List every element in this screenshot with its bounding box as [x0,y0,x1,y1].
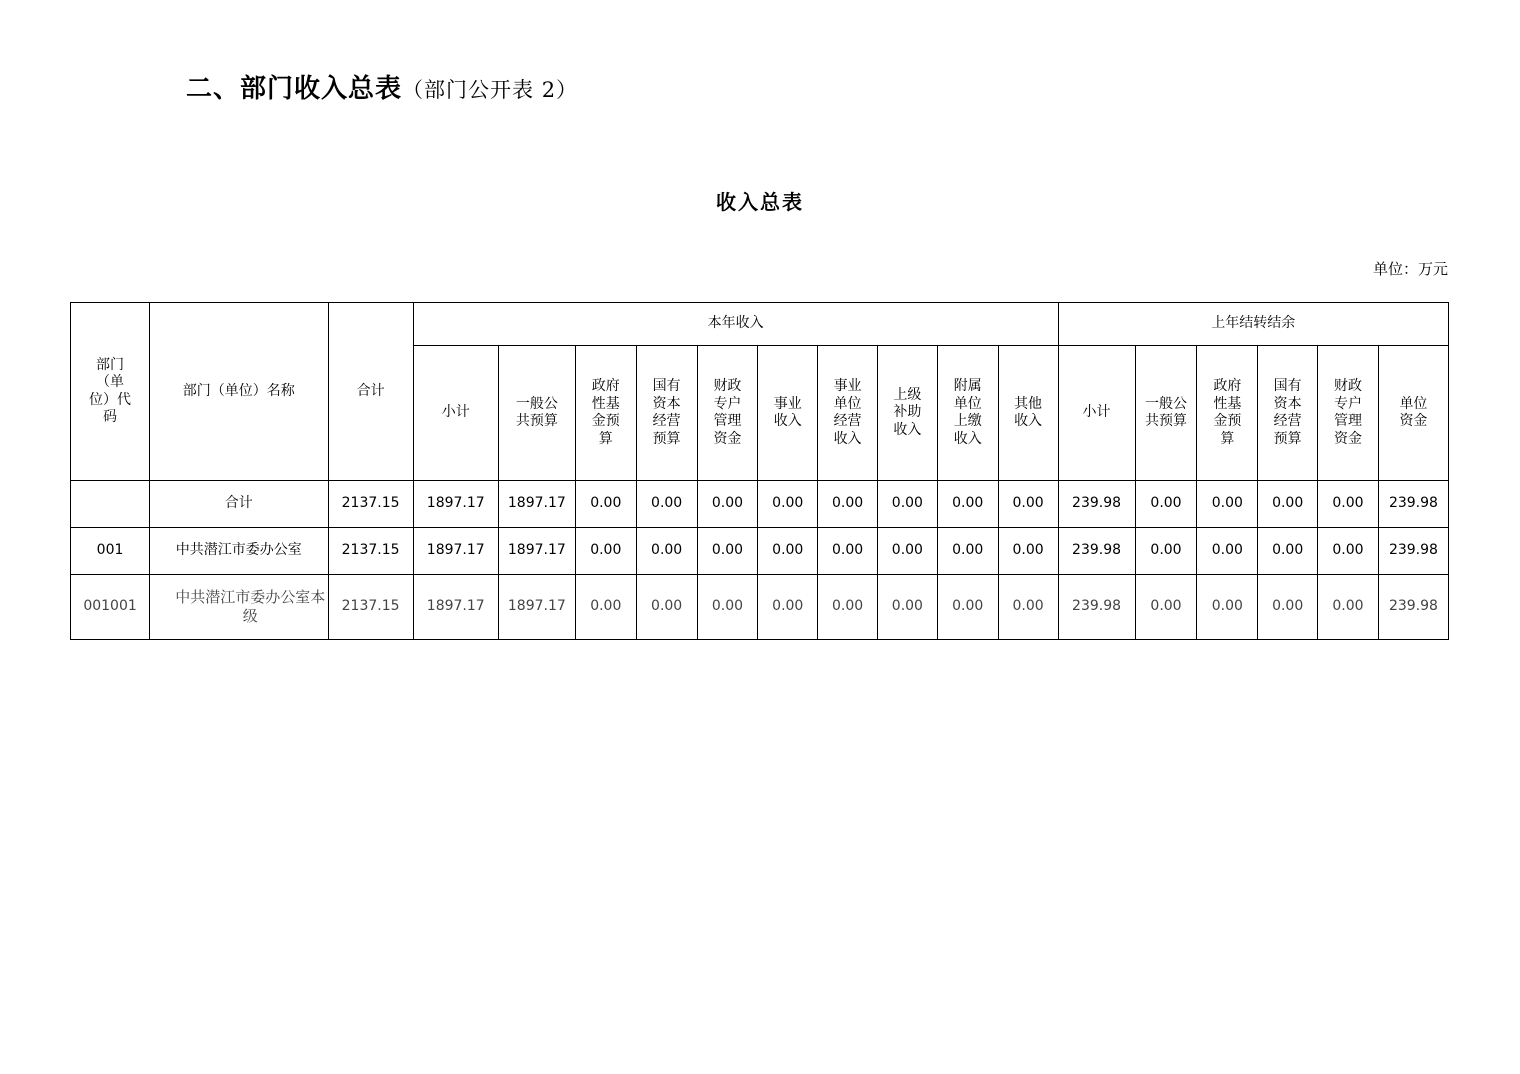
header-current-fiscal-account-funds: 财政专户管理资金 [697,346,758,481]
header-carryover-fiscal-account-funds: 财政专户管理资金 [1318,346,1379,481]
section-heading-sub: （部门公开表 2） [402,78,579,102]
row-code: 001001 [71,575,150,640]
cell-carryover-general-public-budget: 0.00 [1135,575,1197,640]
cell-current-institution-income: 0.00 [758,575,818,640]
cell-current-institution-income: 0.00 [758,528,818,575]
cell-current-superior-subsidy-income: 0.00 [877,481,937,528]
cell-carryover-subtotal: 239.98 [1058,481,1135,528]
cell-current-subtotal: 1897.17 [413,575,498,640]
cell-current-subordinate-remittance-income: 0.00 [937,528,998,575]
cell-total: 2137.15 [328,575,413,640]
cell-current-superior-subsidy-income: 0.00 [877,528,937,575]
cell-current-fiscal-account-funds: 0.00 [697,528,758,575]
cell-current-gov-fund-budget: 0.00 [575,481,636,528]
cell-carryover-subtotal: 239.98 [1058,575,1135,640]
header-current-general-public-budget: 一般公共预算 [498,346,575,481]
cell-current-subordinate-remittance-income: 0.00 [937,575,998,640]
cell-current-fiscal-account-funds: 0.00 [697,575,758,640]
cell-carryover-unit-funds: 239.98 [1378,528,1448,575]
row-name: 中共潜江市委办公室本级 [150,575,328,640]
cell-current-other-income: 0.00 [998,481,1058,528]
cell-current-superior-subsidy-income: 0.00 [877,575,937,640]
table-row [71,575,1449,640]
row-code [71,481,150,528]
page-title: 收入总表 [716,190,804,214]
row-name: 合计 [150,481,328,528]
cell-current-other-income: 0.00 [998,575,1058,640]
header-current-subordinate-remittance-income: 附属单位上缴收入 [937,346,998,481]
cell-total: 2137.15 [328,481,413,528]
cell-current-institution-income: 0.00 [758,481,818,528]
header-dept-code: 部门（单位）代码 [71,303,150,481]
header-dept-name: 部门（单位）名称 [150,303,328,481]
header-carryover-general-public-budget: 一般公共预算 [1135,346,1197,481]
cell-carryover-soe-capital-budget: 0.00 [1258,528,1318,575]
cell-carryover-unit-funds: 239.98 [1378,481,1448,528]
cell-carryover-general-public-budget: 0.00 [1135,481,1197,528]
header-group-current-year: 本年收入 [413,303,1058,346]
header-current-subtotal: 小计 [413,346,498,481]
table-row [71,528,1449,575]
cell-current-gov-fund-budget: 0.00 [575,575,636,640]
header-current-soe-capital-budget: 国有资本经营预算 [636,346,697,481]
cell-current-institution-operating-income: 0.00 [818,481,878,528]
section-heading [186,68,578,105]
cell-current-subtotal: 1897.17 [413,481,498,528]
cell-carryover-unit-funds: 239.98 [1378,575,1448,640]
unit-note: 单位：万元 [1372,260,1448,278]
cell-current-subordinate-remittance-income: 0.00 [937,481,998,528]
cell-current-soe-capital-budget: 0.00 [636,528,697,575]
cell-current-soe-capital-budget: 0.00 [636,481,697,528]
header-current-gov-fund-budget: 政府性基金预算 [575,346,636,481]
header-current-institution-income: 事业收入 [758,346,818,481]
cell-current-fiscal-account-funds: 0.00 [697,481,758,528]
header-current-superior-subsidy-income: 上级补助收入 [877,346,937,481]
section-heading-main: 二、部门收入总表 [186,74,403,104]
cell-carryover-gov-fund-budget: 0.00 [1197,575,1258,640]
header-group-carryover: 上年结转结余 [1058,303,1448,346]
header-carryover-gov-fund-budget: 政府性基金预算 [1197,346,1258,481]
row-name: 中共潜江市委办公室 [150,528,328,575]
cell-carryover-general-public-budget: 0.00 [1135,528,1197,575]
cell-carryover-gov-fund-budget: 0.00 [1197,528,1258,575]
cell-current-soe-capital-budget: 0.00 [636,575,697,640]
row-code: 001 [71,528,150,575]
cell-carryover-soe-capital-budget: 0.00 [1258,575,1318,640]
cell-current-general-public-budget: 1897.17 [498,481,575,528]
income-summary-table [70,302,1449,640]
header-carryover-unit-funds: 单位资金 [1378,346,1448,481]
cell-current-gov-fund-budget: 0.00 [575,528,636,575]
cell-current-general-public-budget: 1897.17 [498,528,575,575]
cell-current-general-public-budget: 1897.17 [498,575,575,640]
cell-carryover-soe-capital-budget: 0.00 [1258,481,1318,528]
cell-carryover-fiscal-account-funds: 0.00 [1318,528,1379,575]
header-carryover-soe-capital-budget: 国有资本经营预算 [1258,346,1318,481]
cell-current-other-income: 0.00 [998,528,1058,575]
table-row [71,481,1449,528]
header-total: 合计 [328,303,413,481]
cell-current-subtotal: 1897.17 [413,528,498,575]
cell-carryover-fiscal-account-funds: 0.00 [1318,575,1379,640]
cell-carryover-gov-fund-budget: 0.00 [1197,481,1258,528]
cell-current-institution-operating-income: 0.00 [818,575,878,640]
table-body [71,481,1449,640]
cell-carryover-subtotal: 239.98 [1058,528,1135,575]
cell-carryover-fiscal-account-funds: 0.00 [1318,481,1379,528]
header-current-institution-operating-income: 事业单位经营收入 [818,346,878,481]
cell-current-institution-operating-income: 0.00 [818,528,878,575]
cell-total: 2137.15 [328,528,413,575]
header-carryover-subtotal: 小计 [1058,346,1135,481]
header-current-other-income: 其他收入 [998,346,1058,481]
